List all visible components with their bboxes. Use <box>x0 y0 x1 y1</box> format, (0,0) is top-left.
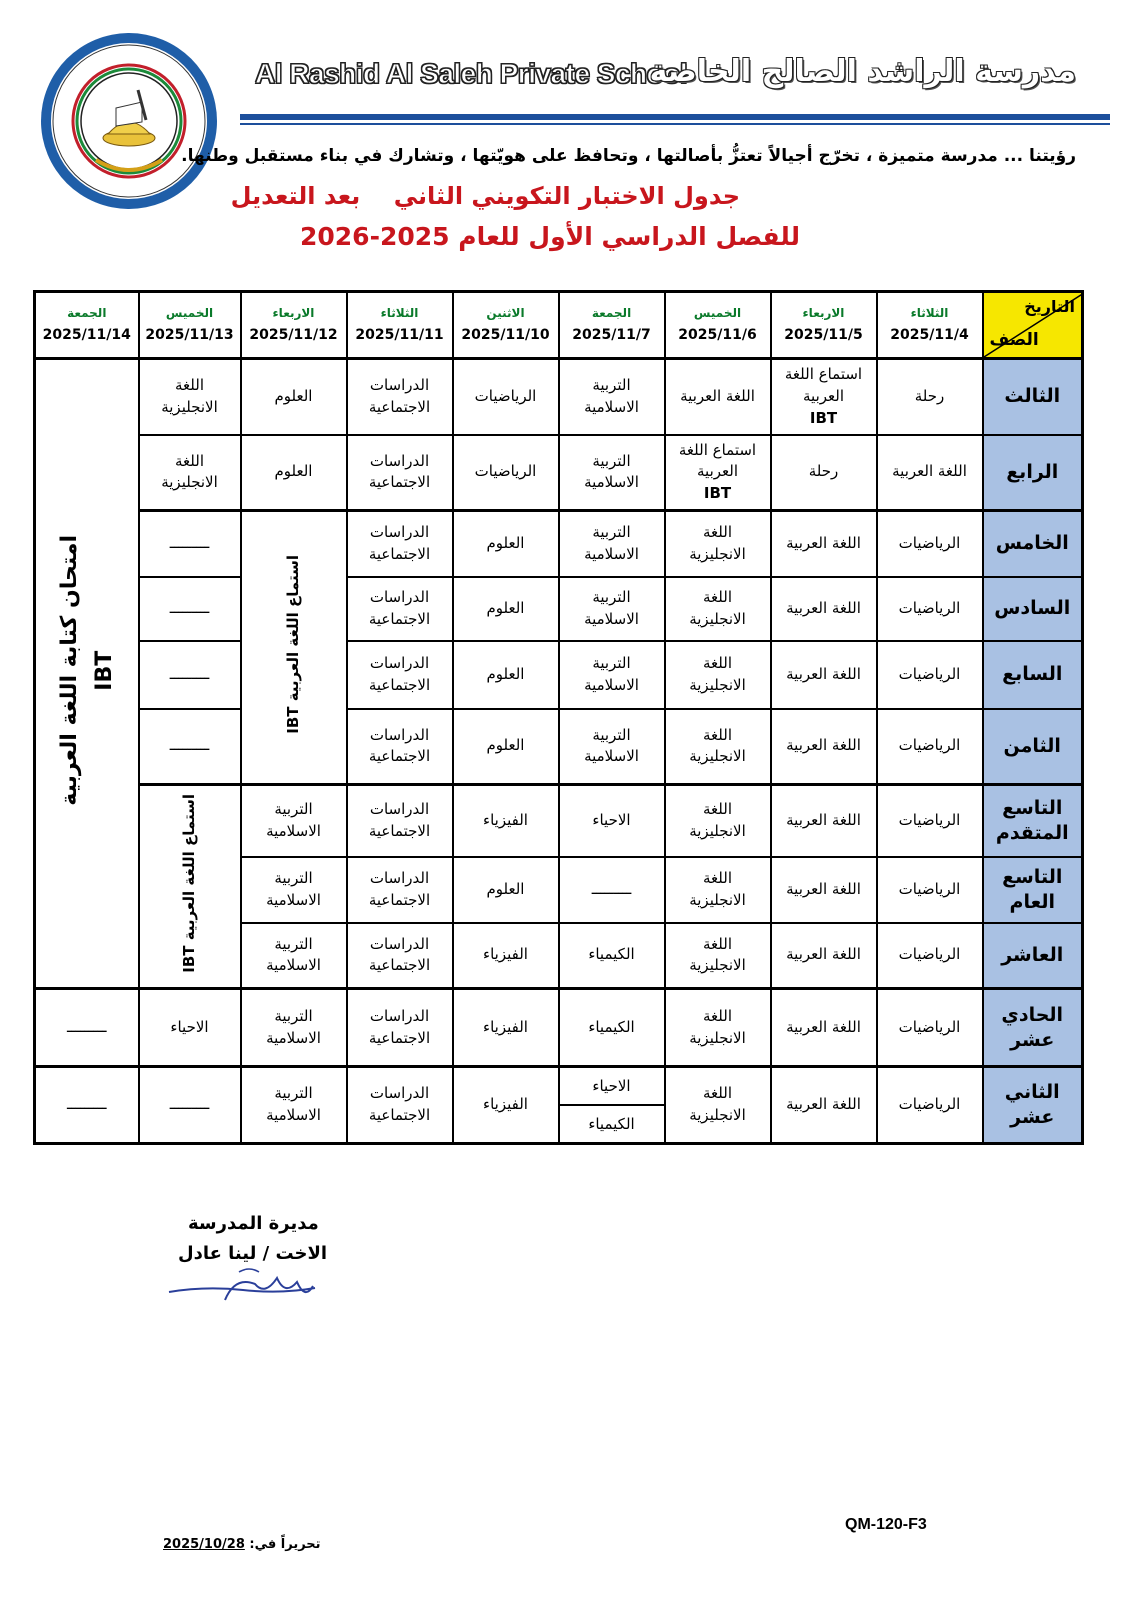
merged-arabic-writing-exam: امتحان كتابة اللغة العربية IBT <box>35 359 139 989</box>
table-cell: استماع اللغة العربية IBT <box>665 435 771 511</box>
table-cell: اللغة العربية <box>771 641 877 709</box>
table-cell: التربية الاسلامية <box>241 923 347 989</box>
table-cell: اللغة الانجليزية <box>139 435 241 511</box>
col-header: الاربعاء 2025/11/5 <box>771 292 877 359</box>
grade-label: التاسع المتقدم <box>983 785 1083 857</box>
table-cell: ـــــــــ <box>139 577 241 641</box>
merged-arabic-listening-ibt: استماع اللغة العربية IBT <box>241 511 347 785</box>
signatory-role: مديرة المدرسة <box>188 1213 319 1234</box>
table-row <box>35 641 1083 709</box>
table-cell: العلوم <box>241 359 347 435</box>
table-cell: اللغة الانجليزية <box>665 923 771 989</box>
page-subtitle: للفصل الدراسي الأول للعام 2025-2026 <box>300 222 800 251</box>
grade-label: العاشر <box>983 923 1083 989</box>
vision-statement: رؤيتنا ... مدرسة متميزة ، تخرّج أجيالاً تعتزُّ بأصالتها ، وتحافظ على هويّتها ، وتشارك في بناء مستقبل وطنها. <box>181 146 1076 166</box>
table-cell: التربية الاسلامية <box>559 577 665 641</box>
table-cell: التربية الاسلامية <box>241 989 347 1067</box>
table-cell: العلوم <box>453 511 559 577</box>
table-row <box>35 989 1083 1067</box>
issue-date: 2025/10/28 <box>163 1537 245 1552</box>
table-cell: الرياضيات <box>877 1067 983 1144</box>
table-cell: الدراسات الاجتماعية <box>347 857 453 923</box>
table-row <box>35 1067 1083 1144</box>
table-cell: الكيمياء <box>559 989 665 1067</box>
table-cell: الرياضيات <box>453 359 559 435</box>
table-cell: الدراسات الاجتماعية <box>347 577 453 641</box>
table-cell: الرياضيات <box>453 435 559 511</box>
table-cell: الرياضيات <box>877 989 983 1067</box>
corner-date-label: التاريخ <box>1024 297 1075 316</box>
table-cell: اللغة الانجليزية <box>665 1067 771 1144</box>
table-cell: الفيزياء <box>453 785 559 857</box>
signature <box>165 1266 325 1310</box>
table-row <box>35 359 1083 435</box>
header-row <box>35 292 1083 359</box>
table-cell: الرياضيات <box>877 709 983 785</box>
table-cell: الرياضيات <box>877 577 983 641</box>
table-cell: الدراسات الاجتماعية <box>347 785 453 857</box>
table-cell: ـــــــــ <box>139 709 241 785</box>
page-title: جدول الاختبار التكويني الثاني بعد التعديل <box>230 182 740 210</box>
col-header: الخميس 2025/11/13 <box>139 292 241 359</box>
col-header: الجمعة 2025/11/7 <box>559 292 665 359</box>
table-cell: الدراسات الاجتماعية <box>347 1067 453 1144</box>
table-cell: الدراسات الاجتماعية <box>347 511 453 577</box>
table-cell: الفيزياء <box>453 1067 559 1144</box>
table-cell: التربية الاسلامية <box>559 511 665 577</box>
table-cell: الدراسات الاجتماعية <box>347 709 453 785</box>
table-cell: اللغة العربية <box>771 989 877 1067</box>
table-cell: الفيزياء <box>453 989 559 1067</box>
table-cell: التربية الاسلامية <box>559 435 665 511</box>
col-header: الاربعاء 2025/11/12 <box>241 292 347 359</box>
form-code: QM-120-F3 <box>845 1516 927 1533</box>
grade-label: الرابع <box>983 435 1083 511</box>
col-header: الخميس 2025/11/6 <box>665 292 771 359</box>
table-cell: الرياضيات <box>877 641 983 709</box>
table-row <box>35 785 1083 857</box>
grade-label: الثاني عشر <box>983 1067 1083 1144</box>
table-cell: اللغة الانجليزية <box>665 511 771 577</box>
table-cell: اللغة الانجليزية <box>665 577 771 641</box>
table-cell: رحلة <box>877 359 983 435</box>
table-cell: التربية الاسلامية <box>241 785 347 857</box>
table-cell: اللغة العربية <box>771 1067 877 1144</box>
table-cell: العلوم <box>453 857 559 923</box>
table-cell: اللغة العربية <box>771 857 877 923</box>
table-cell: التربية الاسلامية <box>241 1067 347 1144</box>
split-cell-chemistry: الكيمياء <box>588 1115 635 1133</box>
table-cell: الرياضيات <box>877 857 983 923</box>
table-cell: العلوم <box>453 641 559 709</box>
table-cell: اللغة الانجليزية <box>665 989 771 1067</box>
table-cell: الدراسات الاجتماعية <box>347 989 453 1067</box>
table-cell: اللغة العربية <box>771 577 877 641</box>
grade-label: الحادي عشر <box>983 989 1083 1067</box>
grade-label: السابع <box>983 641 1083 709</box>
table-cell: الدراسات الاجتماعية <box>347 359 453 435</box>
col-header: الجمعة 2025/11/14 <box>35 292 139 359</box>
header-rule-thick <box>240 114 1110 120</box>
table-cell: ـــــــــ <box>35 989 139 1067</box>
table-cell: الدراسات الاجتماعية <box>347 435 453 511</box>
table-cell: ـــــــــ <box>559 857 665 923</box>
table-cell: ـــــــــ <box>35 1067 139 1144</box>
col-header: الثلاثاء 2025/11/11 <box>347 292 453 359</box>
table-cell: اللغة العربية <box>877 435 983 511</box>
grade-label: الخامس <box>983 511 1083 577</box>
grade-label: الثامن <box>983 709 1083 785</box>
col-header: الثلاثاء 2025/11/4 <box>877 292 983 359</box>
col-header: الاثنين 2025/11/10 <box>453 292 559 359</box>
table-cell: التربية الاسلامية <box>559 359 665 435</box>
table-cell: الرياضيات <box>877 511 983 577</box>
table-cell: اللغة العربية <box>771 785 877 857</box>
corner-grade-label: الصف <box>989 330 1039 351</box>
school-logo <box>38 30 220 212</box>
table-cell: التربية الاسلامية <box>559 709 665 785</box>
header-rule-thin <box>240 123 1110 125</box>
table-cell: اللغة الانجليزية <box>665 785 771 857</box>
table-row <box>35 511 1083 577</box>
table-cell: اللغة العربية <box>665 359 771 435</box>
amended-label: بعد التعديل <box>230 182 361 210</box>
grade-label: السادس <box>983 577 1083 641</box>
table-cell: اللغة الانجليزية <box>665 709 771 785</box>
table-cell: الرياضيات <box>877 923 983 989</box>
table-cell: العلوم <box>453 577 559 641</box>
table-cell: الاحياء <box>139 989 241 1067</box>
table-cell: الدراسات الاجتماعية <box>347 923 453 989</box>
table-cell: اللغة الانجليزية <box>665 857 771 923</box>
table-cell: اللغة الانجليزية <box>665 641 771 709</box>
split-cell <box>559 1067 665 1144</box>
grade-label: الثالث <box>983 359 1083 435</box>
signatory-name: الاخت / لينا عادل <box>178 1243 328 1264</box>
grade-label: التاسع العام <box>983 857 1083 923</box>
table-cell: اللغة العربية <box>771 923 877 989</box>
table-cell: التربية الاسلامية <box>559 641 665 709</box>
corner-cell <box>983 292 1083 359</box>
table-cell: رحلة <box>771 435 877 511</box>
school-name-en: Al Rashid Al Saleh Private School <box>255 58 688 89</box>
table-row <box>35 709 1083 785</box>
exam-schedule-table <box>33 290 1084 1145</box>
table-cell: الدراسات الاجتماعية <box>347 641 453 709</box>
table-cell: الاحياء <box>559 785 665 857</box>
split-cell-biology: الاحياء <box>560 1068 664 1106</box>
table-cell: استماع اللغة العربية IBT <box>771 359 877 435</box>
table-cell: اللغة العربية <box>771 511 877 577</box>
table-row <box>35 435 1083 511</box>
school-name-ar: مدرسة الراشد الصالح الخاصة <box>649 54 1076 89</box>
table-cell: الرياضيات <box>877 785 983 857</box>
merged-arabic-listening-ibt: استماع اللغة العربية IBT <box>139 785 241 989</box>
table-cell: اللغة الانجليزية <box>139 359 241 435</box>
table-cell: ـــــــــ <box>139 1067 241 1144</box>
table-cell: الكيمياء <box>559 923 665 989</box>
table-row <box>35 577 1083 641</box>
table-cell: العلوم <box>453 709 559 785</box>
table-cell: الفيزياء <box>453 923 559 989</box>
table-cell: العلوم <box>241 435 347 511</box>
table-cell: ـــــــــ <box>139 511 241 577</box>
table-cell: ـــــــــ <box>139 641 241 709</box>
table-cell: اللغة العربية <box>771 709 877 785</box>
issue-date-line: تحريراً في: 2025/10/28 <box>163 1537 321 1552</box>
table-cell: التربية الاسلامية <box>241 857 347 923</box>
